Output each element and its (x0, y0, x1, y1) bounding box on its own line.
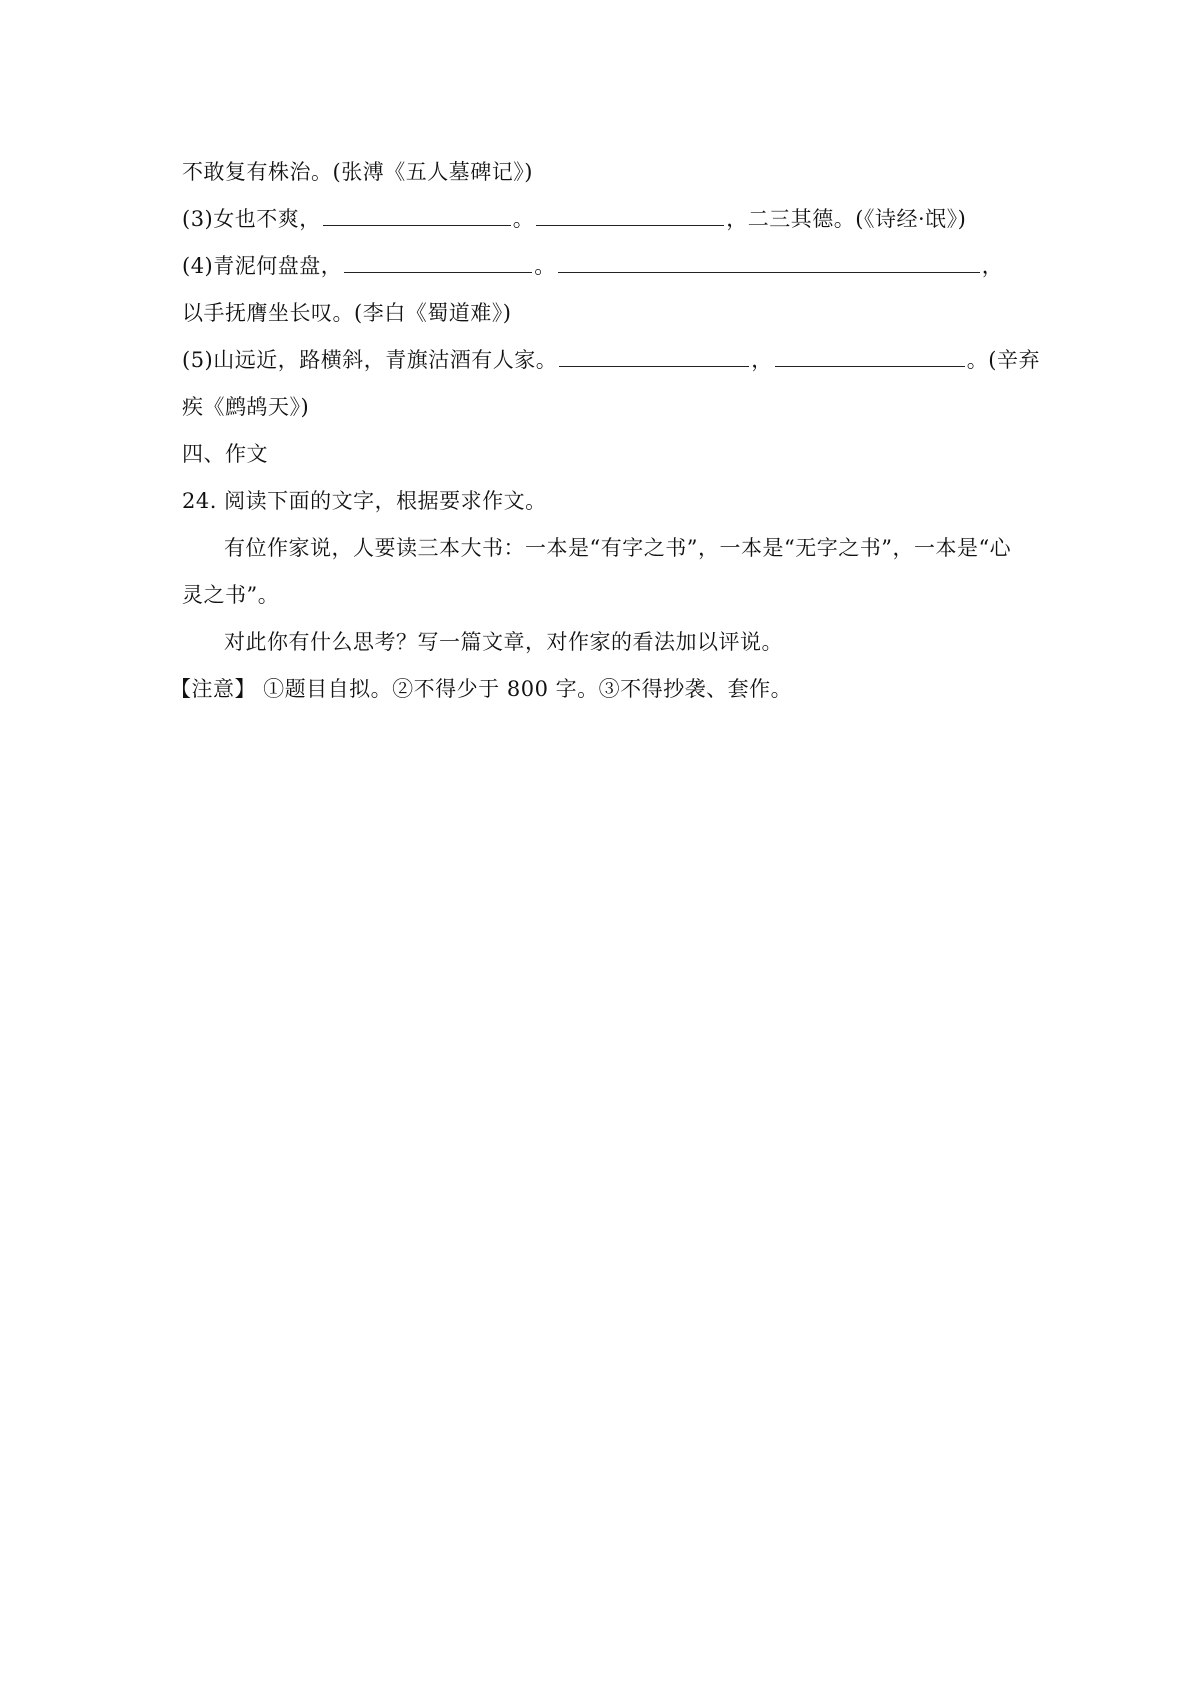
answer-blank-5a[interactable] (559, 346, 749, 367)
text-line-citation-zhegutian (182, 393, 309, 421)
item-5-prompt: (5)山远近，路横斜，青旗沽酒有人家。 (182, 348, 558, 372)
text-line-citation-wuren (182, 158, 533, 186)
answer-blank-5b[interactable] (775, 346, 965, 367)
prompt-paragraph-1-cont (182, 581, 279, 609)
question-24-text: 24. 阅读下面的文字，根据要求作文。 (182, 489, 547, 513)
item-4-comma: ， (981, 254, 1004, 278)
question-item-4 (182, 252, 1003, 280)
answer-blank-4b[interactable] (558, 252, 980, 273)
item-4-prompt: (4)青泥何盘盘， (182, 254, 343, 278)
prompt-paragraph-1 (224, 534, 1011, 562)
prompt-paragraph-2-text: 对此你有什么思考？写一篇文章，对作家的看法加以评说。 (224, 630, 783, 654)
prompt-paragraph-1-text: 有位作家说，人要读三本大书：一本是“有字之书”，一本是“无字之书”，一本是“心 (224, 536, 1012, 560)
question-24 (182, 487, 547, 515)
item-4-period: 。 (534, 254, 556, 278)
item-5-comma: ， (751, 348, 773, 372)
requirements-note (170, 675, 792, 703)
text-line-citation-shudao (182, 299, 511, 327)
question-item-3 (182, 205, 966, 233)
item-3-period: 。 (512, 207, 535, 231)
answer-blank-3b[interactable] (536, 205, 724, 226)
answer-blank-4a[interactable] (344, 252, 532, 273)
item-5-source: 。(辛弃 (966, 348, 1040, 372)
item-3-prompt: (3)女也不爽， (182, 207, 321, 231)
prompt-paragraph-1-cont-text: 灵之书”。 (182, 583, 280, 607)
line-text: 以手抚膺坐长叹。(李白《蜀道难》) (182, 301, 512, 325)
section-heading (182, 440, 268, 468)
question-item-5 (182, 346, 1040, 374)
line-text: 不敢复有株治。(张溥《五人墓碑记》) (182, 160, 533, 184)
section-heading-text: 四、作文 (182, 442, 268, 466)
line-text: 疾《鹧鸪天》) (182, 395, 310, 419)
answer-blank-3a[interactable] (323, 205, 511, 226)
item-3-source: ，二三其德。(《诗经·氓》) (726, 207, 967, 231)
requirements-note-text: 【注意】 ①题目自拟。②不得少于 800 字。③不得抄袭、套作。 (170, 677, 793, 701)
prompt-paragraph-2 (224, 628, 783, 656)
